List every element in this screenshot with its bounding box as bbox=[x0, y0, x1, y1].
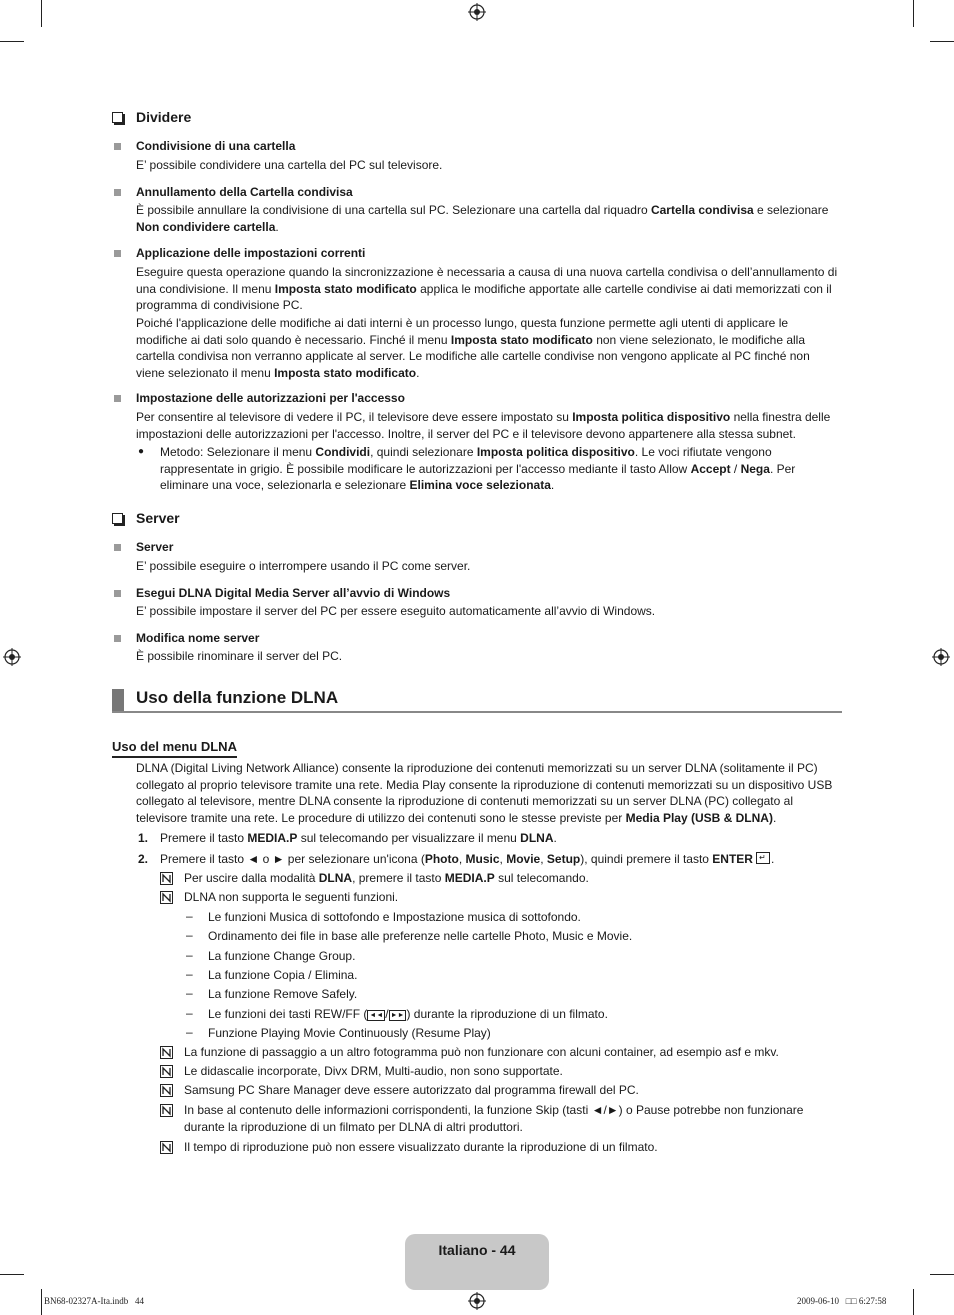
note-text: Le didascalie incorporate, Divx DRM, Multi-audio, non sono supportate. bbox=[184, 1064, 563, 1078]
note-icon bbox=[160, 1065, 173, 1078]
section-title-dividere: Dividere bbox=[136, 109, 192, 125]
note-icon bbox=[160, 1084, 173, 1097]
section-title-server: Server bbox=[136, 510, 180, 526]
item-text: E’ possibile eseguire o interrompere usando il PC come server. bbox=[136, 559, 471, 573]
item-text: E’ possibile impostare il server del PC per essere eseguito automaticamente all’avvio di Windows. bbox=[136, 604, 656, 618]
note-text: Samsung PC Share Manager deve essere autorizzato dal programma firewall del PC. bbox=[184, 1083, 639, 1097]
note-text: La funzione di passaggio a un altro fotogramma può non funzionare con alcuni container, ad esempio asf e mkv. bbox=[184, 1045, 779, 1059]
step-number: 1. bbox=[138, 831, 149, 845]
item-title: Annullamento della Cartella condivisa bbox=[136, 185, 353, 199]
rewind-key-icon: ◄◄ bbox=[369, 1012, 384, 1019]
item-text: E’ possibile condividere una cartella del PC sul televisore. bbox=[136, 158, 443, 172]
dash-text: La funzione Change Group. bbox=[208, 949, 356, 963]
crop-mark bbox=[41, 0, 42, 27]
crop-mark bbox=[41, 1289, 42, 1315]
item-title: Server bbox=[136, 540, 174, 554]
square-bullet-icon bbox=[114, 544, 121, 551]
note-text: In base al contenuto delle informazioni corrispondenti, la funzione Skip (tasti ◄/►) o Pause potrebbe non funzionare durante la riproduzione di un filmato per DLNA di altri produttori. bbox=[184, 1103, 804, 1134]
registration-mark-icon bbox=[468, 3, 486, 21]
note-icon bbox=[160, 891, 173, 904]
heading-bar-marker bbox=[112, 689, 124, 711]
item-title: Applicazione delle impostazioni correnti bbox=[136, 246, 366, 260]
subheading: Uso del menu DLNA bbox=[112, 739, 237, 758]
step-number: 2. bbox=[138, 852, 149, 866]
dash-bullet: – bbox=[186, 1025, 193, 1039]
dash-bullet: – bbox=[186, 986, 193, 1000]
dash-bullet: – bbox=[186, 909, 193, 923]
note-icon bbox=[160, 1046, 173, 1059]
dash-text: Le funzioni Musica di sottofondo e Impostazione musica di sottofondo. bbox=[208, 910, 581, 924]
item-title: Esegui DLNA Digital Media Server all’avvio di Windows bbox=[136, 586, 451, 600]
file-slug: BN68-02327A-Ita.indb 44 bbox=[44, 1296, 144, 1306]
item-paragraph: Eseguire questa operazione quando la sincronizzazione è necessaria a causa di una nuova cartella condivisa o dell’annullamento di una condivisione. Il menu Imposta stato modificato applica le modifiche apportate alle cartelle condivise ai dati memorizzati con il programma di condivisione PC. bbox=[136, 265, 838, 312]
item-title: Impostazione delle autorizzazioni per l'accesso bbox=[136, 391, 405, 405]
dash-bullet: – bbox=[186, 1006, 193, 1020]
page-number-label: Italiano - 44 bbox=[438, 1242, 516, 1258]
square-bullet-icon bbox=[114, 250, 121, 257]
item-text: È possibile annullare la condivisione di una cartella sul PC. Selezionare una cartella dal riquadro Cartella condivisa e selezionare Non condividere cartella. bbox=[136, 203, 829, 234]
crop-mark bbox=[913, 1289, 914, 1315]
dash-text: La funzione Copia / Elimina. bbox=[208, 968, 358, 982]
note-icon bbox=[160, 1104, 173, 1117]
section-heading: Uso della funzione DLNA bbox=[136, 688, 339, 707]
bullet-text: Metodo: Selezionare il menu Condividi, quindi selezionare Imposta politica dispositivo. Le voci rifiutate vengono rappresentate in grigio. È possibile modificare le autorizzazioni per l'accesso mediante il tasto Allow Accept / Nega. Per eliminare una voce, selezionarla e selezionare Elimina voce selezionata. bbox=[160, 445, 796, 492]
enter-key-icon: ↵ bbox=[756, 852, 770, 864]
note-text: DLNA non supporta le seguenti funzioni. bbox=[184, 890, 399, 904]
registration-mark-icon bbox=[932, 648, 950, 666]
item-paragraph: Poiché l'applicazione delle modifiche ai dati interni è un processo lungo, questa funzione permette agli utenti di applicare le modifiche ai dati solo quando è necessario. Finché il menu Imposta stato modificato non viene selezionato, le modifiche alla cartella condivisa non verranno applicate al server. Le modifiche alle cartelle condivise non vengono applicate al PC finché non viene selezionato il menu Imposta stato modificato. bbox=[136, 316, 810, 380]
step-text: Premere il tasto ◄ o ► per selezionare un'icona (Photo, Music, Movie, Setup), quindi premere il tasto ENTER ↵ . bbox=[160, 852, 775, 866]
dash-bullet: – bbox=[186, 948, 193, 962]
square-bullet-icon bbox=[114, 189, 121, 196]
item-title: Modifica nome server bbox=[136, 631, 260, 645]
fast-forward-key-icon: ►► bbox=[390, 1012, 405, 1019]
dash-text: Ordinamento dei file in base alle preferenze nelle cartelle Photo, Music e Movie. bbox=[208, 929, 633, 943]
note-icon bbox=[160, 1141, 173, 1154]
intro-paragraph: DLNA (Digital Living Network Alliance) consente la riproduzione dei contenuti memorizzati su un server DLNA (solitamente il PC) collegato al proprio televisore tramite una rete. Media Play consente la riproduzione di contenuti memorizzati su un dispositivo USB collegato al televisore, mentre DLNA consente la riproduzione di contenuti memorizzati su un server DLNA (PC) collegato al televisore tramite una rete. Le procedure di utilizzo dei contenuti sono le stesse previste per Media Play (USB & DLNA). bbox=[136, 761, 833, 825]
note-icon bbox=[160, 872, 173, 885]
crop-mark bbox=[930, 1274, 954, 1275]
crop-mark bbox=[0, 1274, 24, 1275]
item-text: È possibile rinominare il server del PC. bbox=[136, 649, 343, 663]
square-bullet-icon bbox=[114, 395, 121, 402]
round-bullet-icon: ● bbox=[138, 446, 145, 457]
registration-mark-icon bbox=[3, 648, 21, 666]
dash-bullet: – bbox=[186, 967, 193, 981]
crop-mark bbox=[913, 0, 914, 27]
dash-bullet: – bbox=[186, 928, 193, 942]
crop-mark bbox=[930, 41, 954, 42]
dash-text: La funzione Remove Safely. bbox=[208, 987, 358, 1001]
section-checkbox-icon bbox=[112, 112, 123, 123]
item-paragraph: Per consentire al televisore di vedere il PC, il televisore deve essere impostato su Imposta politica dispositivo nella finestra delle impostazioni delle autorizzazioni per l'accesso. Inoltre, il server del PC e il televisore devono appartenere alla stessa subnet. bbox=[136, 410, 831, 441]
square-bullet-icon bbox=[114, 635, 121, 642]
step-text: Premere il tasto MEDIA.P sul telecomando per visualizzare il menu DLNA. bbox=[160, 831, 557, 845]
note-text: Il tempo di riproduzione può non essere visualizzato durante la riproduzione di un filmato. bbox=[184, 1140, 658, 1154]
square-bullet-icon bbox=[114, 590, 121, 597]
print-timestamp: 2009-06-10 □□ 6:27:58 bbox=[797, 1296, 887, 1306]
square-bullet-icon bbox=[114, 143, 121, 150]
dash-text: Le funzioni dei tasti REW/FF ( ◄◄ / ►► ) durante la riproduzione di un filmato. bbox=[208, 1007, 608, 1021]
section-checkbox-icon bbox=[112, 513, 123, 524]
registration-mark-icon bbox=[468, 1292, 486, 1310]
item-title: Condivisione di una cartella bbox=[136, 139, 296, 153]
heading-rule bbox=[112, 711, 842, 713]
crop-mark bbox=[0, 41, 24, 42]
note-text: Per uscire dalla modalità DLNA, premere il tasto MEDIA.P sul telecomando. bbox=[184, 871, 589, 885]
dash-text: Funzione Playing Movie Continuously (Resume Play) bbox=[208, 1026, 491, 1040]
